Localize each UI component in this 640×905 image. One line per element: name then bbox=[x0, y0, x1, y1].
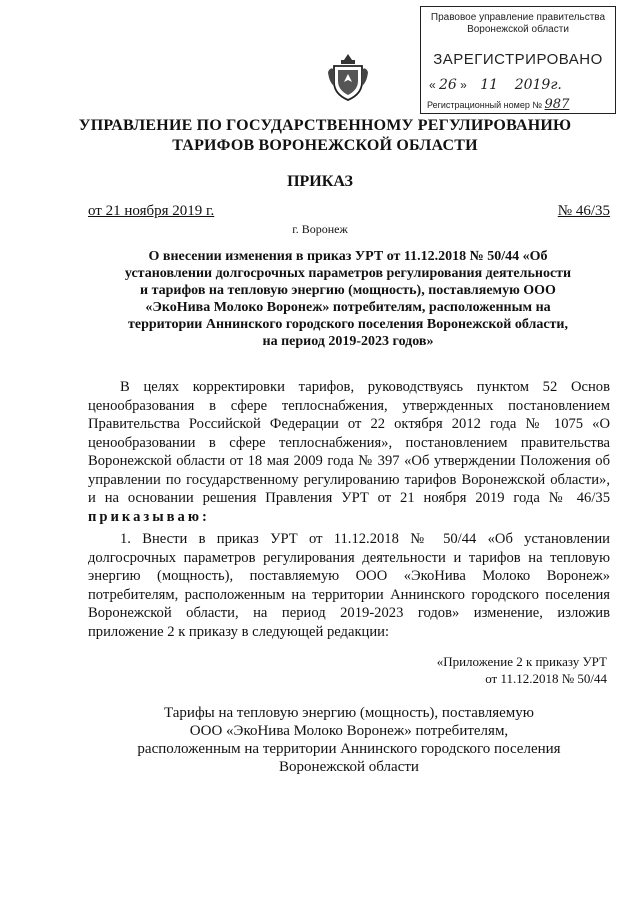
stamp-org-line1: Правовое управление правительства bbox=[430, 12, 606, 23]
subject-line: О внесении изменения в приказ УРТ от 11.12.2018 № 50/44 «Об bbox=[148, 249, 548, 264]
stamp-reg-value: 987 bbox=[544, 97, 570, 112]
tariff-title-line: расположенным на территории Аннинского городского поселения bbox=[137, 741, 561, 757]
clause-1-paragraph: 1. Внести в приказ УРТ от 11.12.2018 № 50/44 «Об установлении долгосрочных параметров регулирования деятельности и тарифов на тепловую энергию (мощность), поставляемую ООО «ЭкоНива Молоко Воронеж» потребителям, расположенным на территории Аннинского городского поселения Воронежской области, на период 2019-2023 годов» изменение, изложив приложение 2 к приказу в следующей редакции: bbox=[88, 531, 610, 640]
stamp-registered: ЗАРЕГИСТРИРОВАНО bbox=[433, 51, 603, 68]
tariff-title-line: Тарифы на тепловую энергию (мощность), поставляемую bbox=[163, 705, 535, 721]
subject-line: установлении долгосрочных параметров регулирования деятельности bbox=[124, 266, 572, 281]
stamp-day: 26 bbox=[439, 77, 457, 93]
stamp-reg-number bbox=[427, 97, 611, 112]
document-type: ПРИКАЗ bbox=[287, 173, 353, 190]
subject-line: на период 2019-2023 годов» bbox=[262, 334, 434, 349]
tariff-title bbox=[88, 704, 610, 776]
subject-line: территории Аннинского городского поселения Воронежской области, bbox=[128, 317, 568, 332]
appendix-reference bbox=[437, 653, 607, 687]
order-verb: приказываю: bbox=[88, 508, 210, 525]
order-date: от 21 ноября 2019 г. bbox=[88, 203, 215, 219]
stamp-year: 2019г. bbox=[514, 77, 562, 93]
stamp-org-line2: Воронежской области bbox=[467, 24, 569, 35]
stamp-date: « 26 » 11 2019г. bbox=[429, 77, 562, 93]
registration-stamp bbox=[420, 6, 616, 114]
order-number: № 46/35 bbox=[557, 203, 610, 219]
stamp-org bbox=[421, 12, 615, 36]
subject-line: и тарифов на тепловую энергию (мощность), поставляемую ООО bbox=[140, 283, 556, 298]
order-subject bbox=[90, 248, 606, 350]
organization-name bbox=[40, 116, 610, 156]
stamp-reg-label: Регистрационный номер № bbox=[427, 100, 543, 110]
subject-line: «ЭкоНива Молоко Воронеж» потребителям, расположенным на bbox=[145, 300, 551, 315]
tariff-title-line: Воронежской области bbox=[279, 759, 419, 775]
stamp-month: 11 bbox=[480, 77, 499, 93]
appendix-line2: от 11.12.2018 № 50/44 bbox=[485, 671, 607, 686]
tariff-title-line: ООО «ЭкоНива Молоко Воронеж» потребителям, bbox=[189, 723, 509, 739]
coat-of-arms-icon bbox=[326, 50, 370, 102]
org-line1: УПРАВЛЕНИЕ ПО ГОСУДАРСТВЕННОМУ РЕГУЛИРОВАНИЮ bbox=[78, 117, 572, 134]
appendix-line1: «Приложение 2 к приказу УРТ bbox=[436, 654, 607, 669]
order-city: г. Воронеж bbox=[292, 222, 348, 236]
org-line2: ТАРИФОВ ВОРОНЕЖСКОЙ ОБЛАСТИ bbox=[172, 137, 478, 154]
preamble-paragraph bbox=[88, 378, 610, 526]
preamble-text: В целях корректировки тарифов, руководствуясь пунктом 52 Основ ценообразования в сфере теплоснабжения, утвержденных постановлением Правительства Российской Федерации от 22 октября 2012 года № 1075 «О ценообразовании в сфере теплоснабжения», постановлением правительства Воронежской области от 18 мая 2009 года № 397 «Об утверждении Положения об управлении по государственному регулированию тарифов Воронежской области», и на основании решения Правления УРТ от 21 ноября 2019 года № 46/35 bbox=[88, 379, 610, 506]
